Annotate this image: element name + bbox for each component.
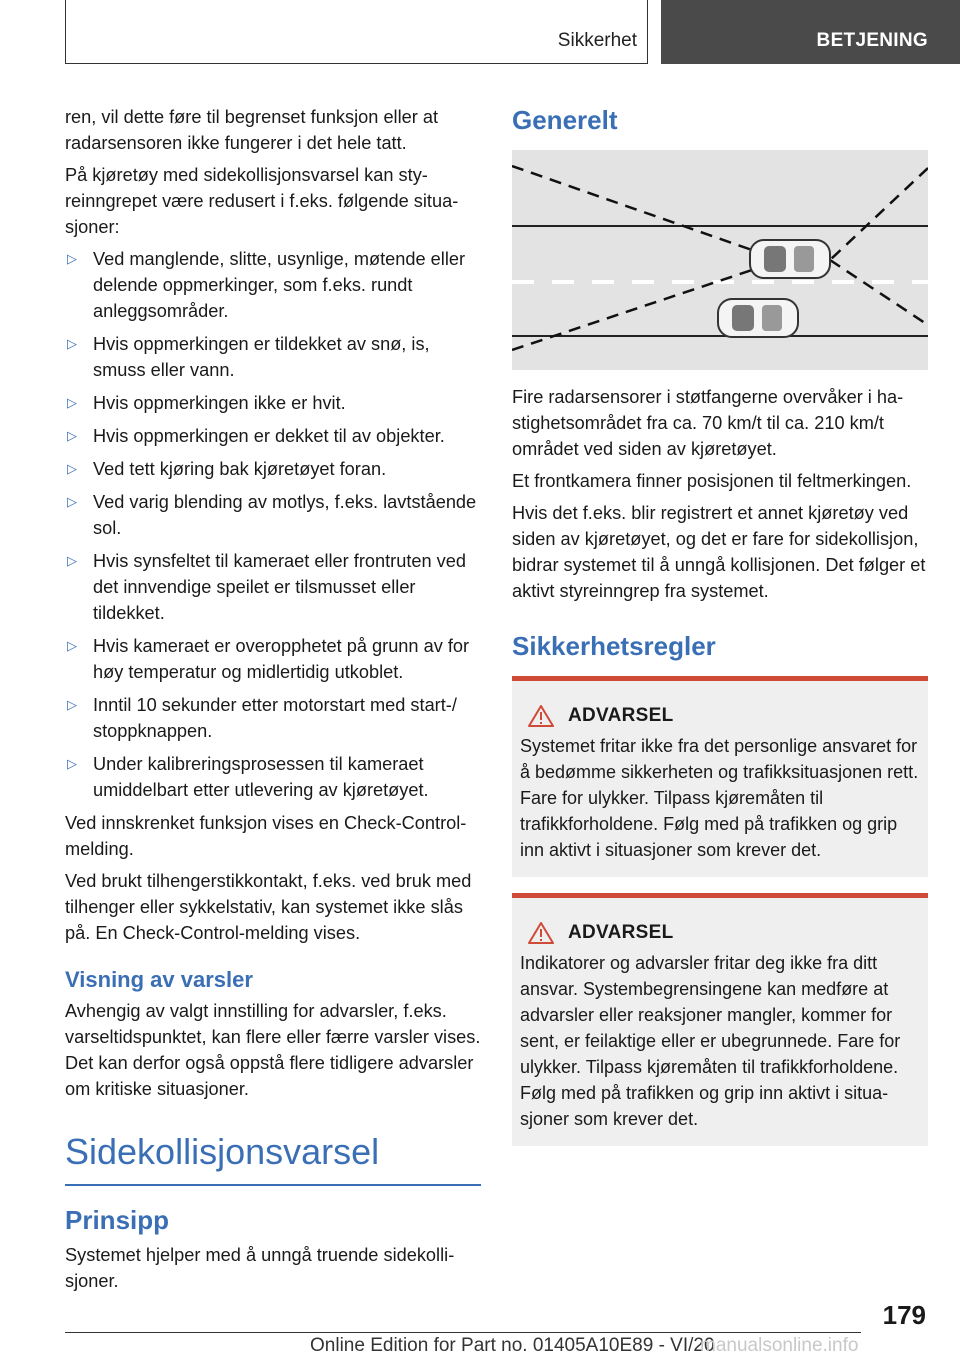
heading-sikkerhetsregler: Sikkerhetsregler	[512, 631, 716, 661]
warning-box	[512, 893, 928, 1146]
list-item: ▷ Hvis oppmerkingen er dekket til av objekter.	[65, 423, 481, 449]
page-number: 179	[882, 1300, 926, 1330]
list-item: ▷ Ved varig blending av motlys, f.eks. lavtstående sol.	[65, 489, 481, 541]
section-title: Sidekollisjonsvarsel	[65, 1131, 380, 1172]
ego-car-icon	[750, 240, 830, 278]
triangle-bullet-icon: ▷	[67, 251, 77, 266]
warning-text: Indikatorer og advarsler fritar deg ikke fra ditt ansvar. Systembegrensingene kan medføre at advarsler eller reaksjoner mangler, kommer for sent, er feilaktige eller er ubegrunnede. Fare for ulykker. Tilpass kjøremåten til trafikkforholdene. Følg med på trafikken og grip inn aktivt i situasjoner som krever det.	[520, 953, 901, 1129]
paragraph: Ved brukt tilhengerstikkontakt, f.eks. ved bruk med tilhenger eller sykkelstativ, kan systemet ikke slås på. En Check-Control-melding vises.	[65, 871, 472, 943]
paragraph: Avhengig av valgt innstilling for advarsler, f.eks. varseltidspunktet, kan flere eller færre varsler vises. Det kan derfor også oppstå flere tidligere advarsler om kritiske situasjoner.	[65, 1001, 481, 1099]
header-chapter-tab: BETJENING	[661, 0, 960, 64]
list-item: ▷ Hvis oppmerkingen er tildekket av snø, is, smuss eller vann.	[65, 331, 481, 383]
triangle-bullet-icon: ▷	[67, 428, 77, 443]
right-column	[512, 104, 928, 1162]
footer-watermark: manualsonline.info	[700, 1335, 859, 1356]
paragraph: ren, vil dette føre til begrenset funksjon eller at radarsensoren ikke fungerer i det hele tatt.	[65, 107, 439, 153]
subheading-visning: Visning av varsler	[65, 967, 253, 992]
list-item: ▷ Hvis oppmerkingen ikke er hvit.	[65, 390, 481, 416]
triangle-bullet-icon: ▷	[67, 336, 77, 351]
triangle-bullet-icon: ▷	[67, 697, 77, 712]
lane-sensor-illustration	[512, 150, 928, 370]
paragraph: Ved innskrenket funksjon vises en Check-Control-melding.	[65, 813, 467, 859]
triangle-bullet-icon: ▷	[67, 756, 77, 771]
warning-title: ADVARSEL	[568, 922, 674, 943]
triangle-bullet-icon: ▷	[67, 638, 77, 653]
section-title-rule	[65, 1184, 481, 1186]
list-item: ▷ Hvis synsfeltet til kameraet eller frontruten ved det innvendige speilet er tilsmusset eller tildekket.	[65, 548, 481, 626]
list-item: ▷ Inntil 10 sekunder etter motorstart med start-/ stoppknappen.	[65, 692, 481, 744]
left-column	[65, 104, 481, 1300]
heading-prinsipp: Prinsipp	[65, 1205, 170, 1235]
triangle-bullet-icon: ▷	[67, 553, 77, 568]
warning-text: Systemet fritar ikke fra det personlige ansvaret for å bedømme sikkerheten og trafikksituasjonen rett. Fare for ulykker. Tilpass kjøremåten til trafikkforholdene. Følg med på trafikken og grip inn aktivt i situasjoner som krever det.	[520, 736, 919, 860]
warning-header	[520, 703, 920, 729]
warning-header	[520, 920, 920, 946]
triangle-bullet-icon: ▷	[67, 461, 77, 476]
warning-triangle-icon	[528, 705, 554, 727]
header-section-box	[65, 0, 648, 64]
list-item: ▷ Ved tett kjøring bak kjøretøyet foran.	[65, 456, 481, 482]
list-item: ▷ Hvis kameraet er overopphetet på grunn av for høy temperatur og midlertidig utkoblet.	[65, 633, 481, 685]
warning-box	[512, 676, 928, 877]
triangle-bullet-icon: ▷	[67, 395, 77, 410]
paragraph: Hvis det f.eks. blir registrert et annet kjøretøy ved siden av kjøretøyet, og det er fare for sidekollisjon, bidrar systemet til å unngå kollisjonen. Det følger et aktivt styreinngrep fra systemet.	[512, 503, 926, 601]
triangle-bullet-icon: ▷	[67, 494, 77, 509]
paragraph: Systemet hjelper med å unngå truende sidekollisjoner.	[65, 1245, 455, 1291]
list-item: ▷ Under kalibreringsprosessen til kameraet umiddelbart etter utlevering av kjøretøyet.	[65, 751, 481, 803]
paragraph: Fire radarsensorer i støtfangerne overvåker i hastighetsområdet fra ca. 70 km/t til ca. 210 km/t området ved siden av kjøretøyet.	[512, 387, 904, 459]
paragraph: På kjøretøy med sidekollisjonsvarsel kan styreinngrepet være redusert i f.eks. følgende situasjoner:	[65, 165, 459, 237]
adjacent-car-icon	[718, 299, 798, 337]
heading-generelt: Generelt	[512, 105, 618, 135]
header-section-title: Sikkerhet	[557, 30, 637, 51]
warning-title: ADVARSEL	[568, 705, 674, 726]
warning-triangle-icon	[528, 922, 554, 944]
list-item: ▷ Ved manglende, slitte, usynlige, møtende eller delende oppmerkinger, som f.eks. rundt anleggsområder.	[65, 246, 481, 324]
footer-edition: Online Edition for Part no. 01405A10E89 - VI/20	[310, 1335, 715, 1356]
paragraph: Et frontkamera finner posisjonen til feltmerkingen.	[512, 471, 912, 491]
limitation-list	[65, 246, 481, 803]
footer-rule	[65, 1332, 861, 1333]
